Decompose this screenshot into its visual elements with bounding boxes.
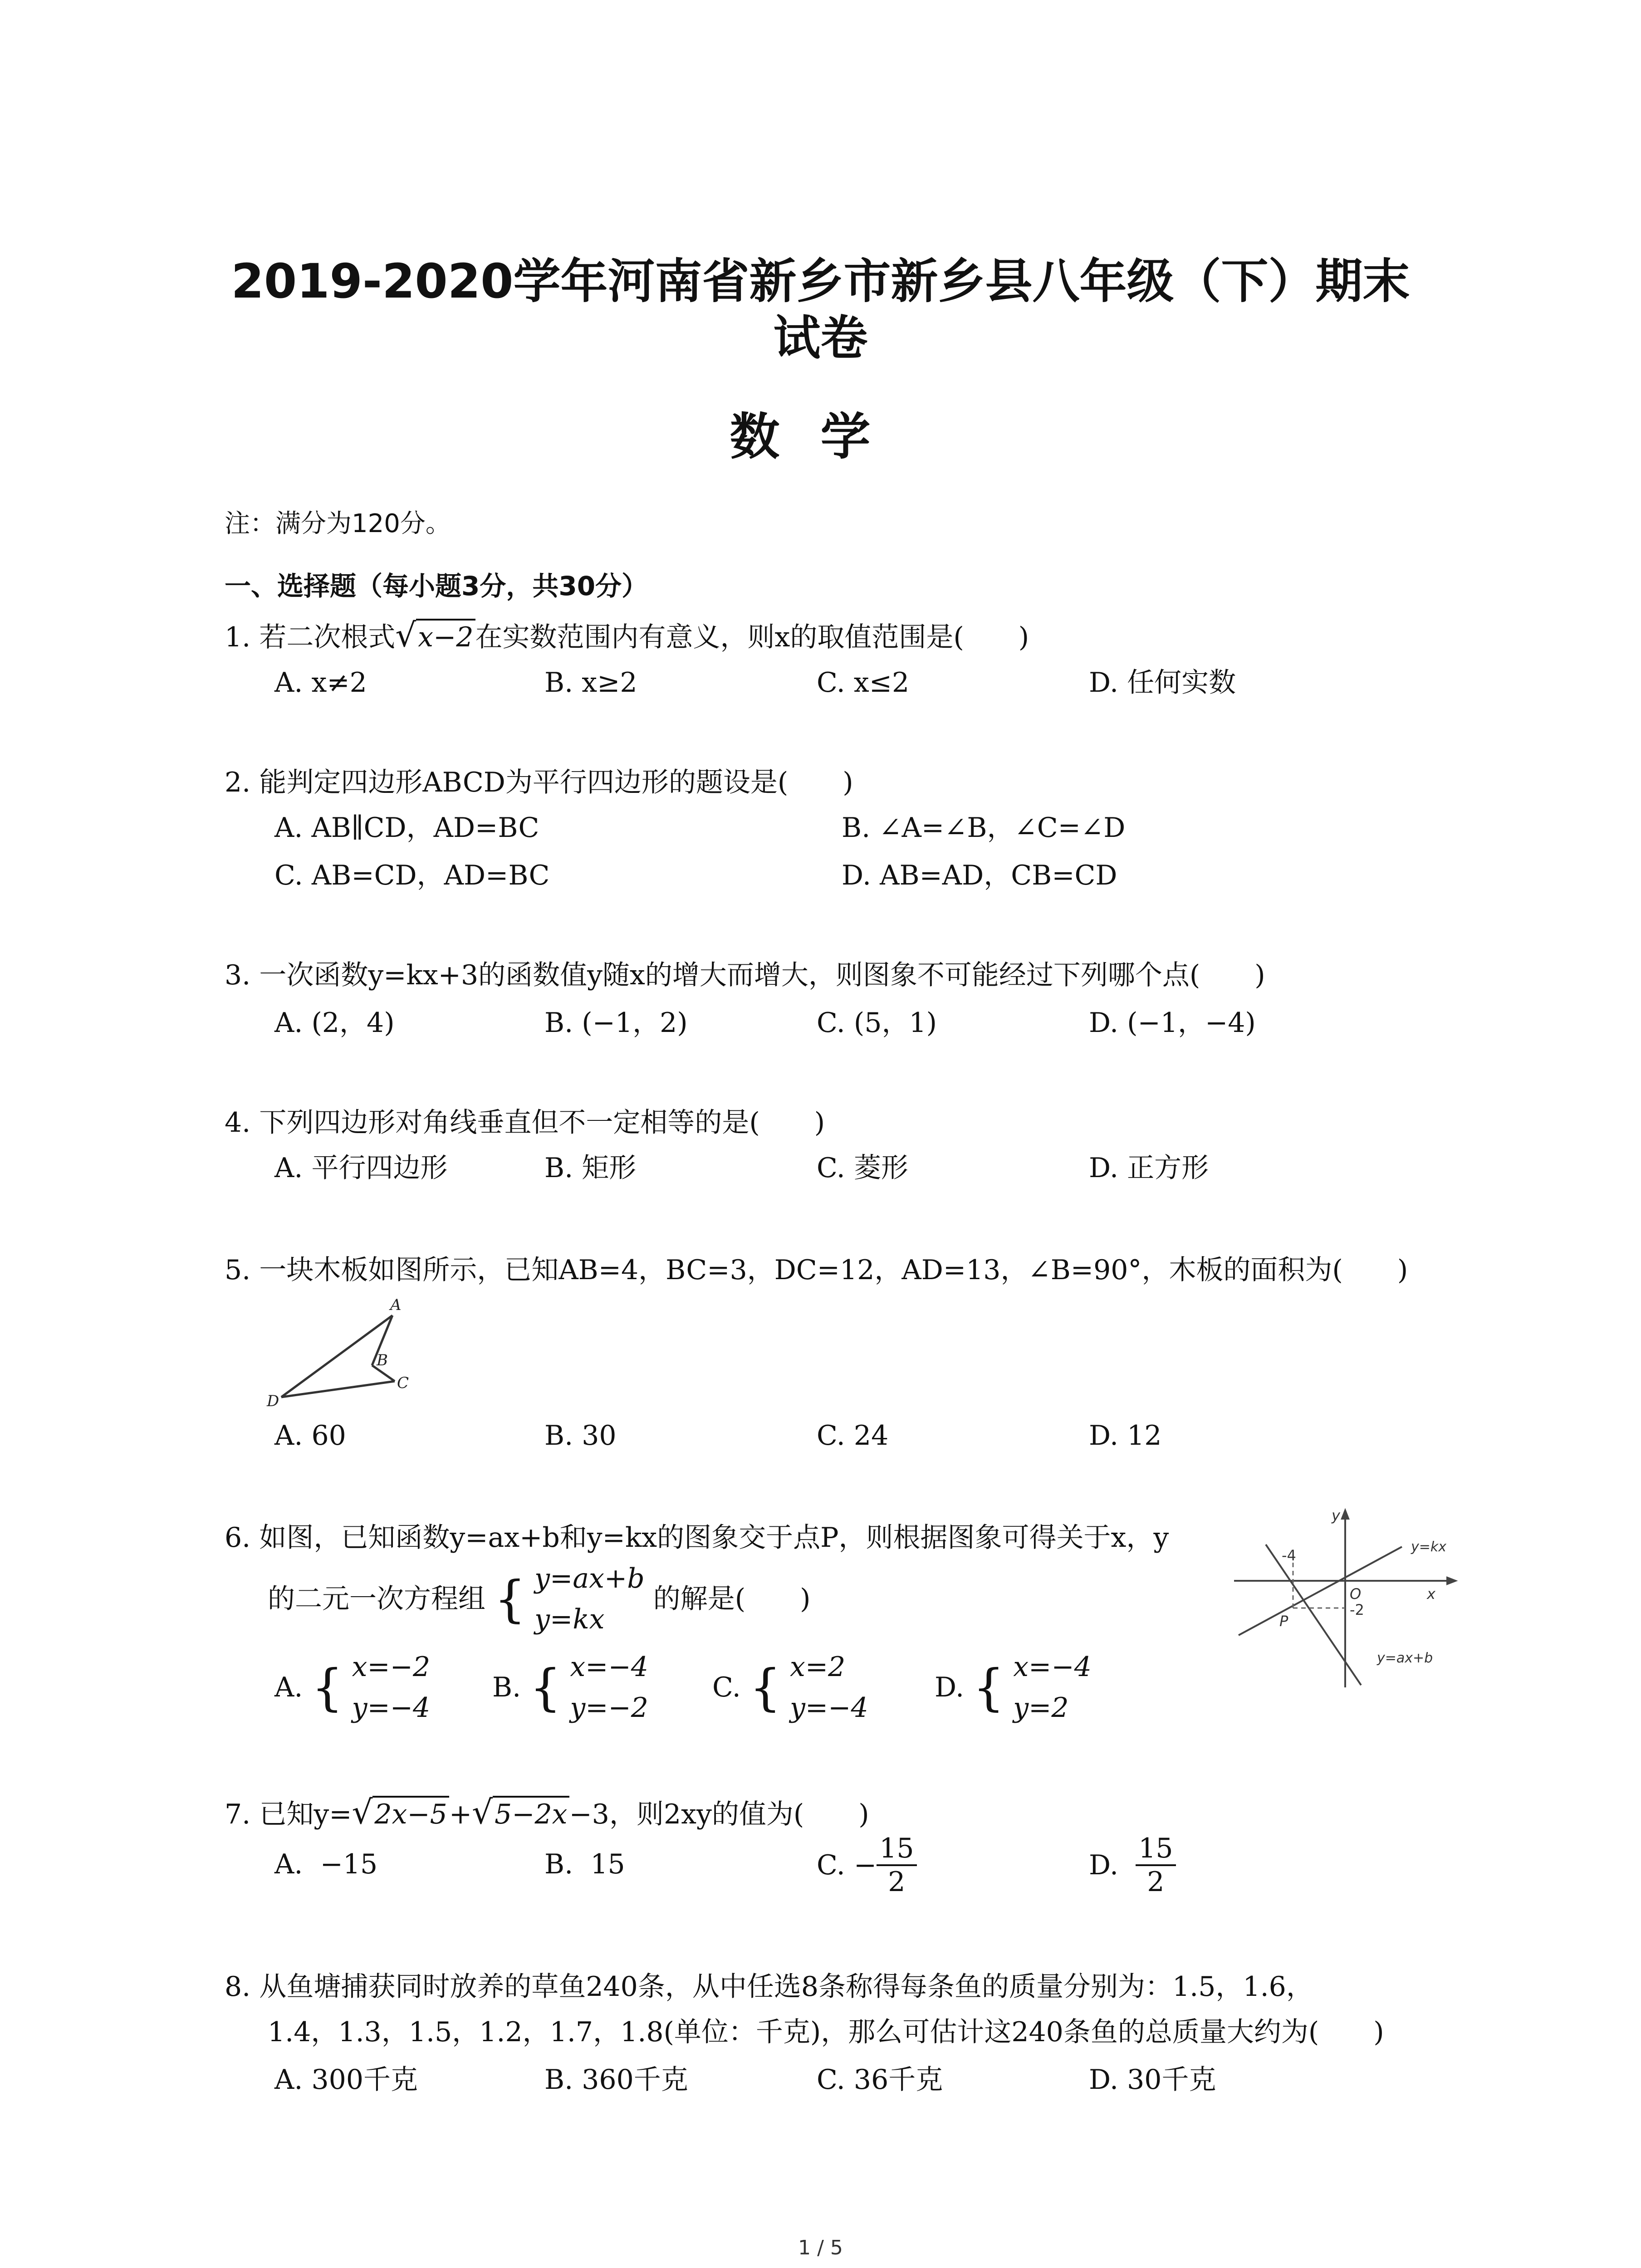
q3-option-b[interactable]: B. (−1，2) [544, 1007, 688, 1039]
tick-minus-4: -4 [1282, 1547, 1296, 1564]
q5-option-c[interactable]: C. 24 [817, 1420, 889, 1452]
equation-system [534, 1558, 644, 1640]
option-x: x=−4 [570, 1651, 648, 1683]
q5-board-figure [263, 1297, 426, 1411]
option-label: C. [817, 1849, 845, 1881]
q7-prefix: 7. 已知y= [225, 1799, 352, 1830]
q7-option-d[interactable] [1089, 1833, 1176, 1898]
question-5: 5. 一块木板如图所示，已知AB=4，BC=3，DC=12，AD=13，∠B=90°，木板的面积为( ) [225, 1254, 1408, 1286]
score-note: 注：满分为120分。 [225, 509, 451, 538]
option-value: −15 [320, 1848, 378, 1880]
question-6-line2 [268, 1558, 811, 1640]
label-a: A [390, 1297, 402, 1314]
option-x: x=2 [790, 1651, 846, 1683]
option-label: B. [544, 1848, 573, 1880]
equation-2: y=kx [534, 1603, 605, 1635]
question-6-line1: 6. 如图，已知函数y=ax+b和y=kx的图象交于点P，则根据图象可得关于x，y [225, 1522, 1169, 1554]
q7-radicand-2: 5−2x [493, 1796, 569, 1830]
option-system [570, 1647, 648, 1728]
line-label-axb: y=ax+b [1377, 1650, 1433, 1666]
q7-option-b[interactable] [544, 1848, 625, 1880]
q2-option-c[interactable]: C. AB=CD，AD=BC [274, 860, 550, 891]
option-label: A. [274, 1848, 303, 1880]
sqrt-sign: √ [395, 616, 416, 654]
q8-option-b[interactable]: B. 360千克 [544, 2064, 688, 2096]
q5-option-a[interactable]: A. 60 [274, 1420, 346, 1452]
option-label: D. [1089, 1849, 1119, 1881]
fraction [877, 1833, 916, 1898]
question-3: 3. 一次函数y=kx+3的函数值y随x的增大而增大，则图象不可能经过下列哪个点( ) [225, 959, 1265, 991]
option-y: y=−4 [790, 1692, 868, 1724]
label-c: C [397, 1374, 409, 1392]
q3-option-a[interactable]: A. (2，4) [274, 1007, 395, 1039]
label-d: D [267, 1392, 279, 1410]
equation-1: y=ax+b [534, 1563, 645, 1594]
question-8-line1: 8. 从鱼塘捕获同时放养的草鱼240条，从中任选8条称得每条鱼的质量分别为：1.5，1.6， [225, 1971, 1313, 2003]
tick-minus-2: -2 [1350, 1601, 1364, 1618]
label-b: B [377, 1351, 388, 1369]
q3-option-c[interactable]: C. (5，1) [817, 1007, 937, 1039]
q7-plus: + [449, 1799, 472, 1830]
option-y: y=−2 [570, 1692, 648, 1724]
system-brace: { [749, 1658, 781, 1716]
q1-option-c[interactable]: C. x≤2 [817, 667, 910, 699]
q1-option-b[interactable]: B. x≥2 [544, 667, 637, 699]
system-brace: { [494, 1570, 526, 1628]
q6-option-b[interactable] [492, 1647, 648, 1728]
exam-title-line1: 2019-2020学年河南省新乡市新乡县八年级（下）期末 [231, 254, 1410, 309]
line-y-kx [1239, 1547, 1402, 1635]
numerator: 15 [877, 1833, 916, 1866]
option-system [1013, 1647, 1092, 1728]
x-arrow-icon [1447, 1578, 1455, 1584]
question-4: 4. 下列四边形对角线垂直但不一定相等的是( ) [225, 1107, 825, 1139]
section-heading: 一、选择题（每小题3分，共30分） [225, 571, 648, 601]
q2-option-b[interactable]: B. ∠A=∠B，∠C=∠D [842, 812, 1126, 844]
q1-suffix: 在实数范围内有意义，则x的取值范围是( ) [475, 621, 1029, 653]
option-label: A. [274, 1672, 303, 1703]
option-x: x=−4 [1013, 1651, 1092, 1683]
option-sign: − [853, 1849, 877, 1881]
q4-option-c[interactable]: C. 菱形 [817, 1152, 908, 1184]
option-y: y=−4 [352, 1692, 431, 1724]
q6-option-c[interactable] [712, 1647, 868, 1728]
question-1 [225, 616, 1029, 654]
q8-option-a[interactable]: A. 300千克 [274, 2064, 418, 2096]
q2-option-d[interactable]: D. AB=AD，CB=CD [842, 860, 1117, 891]
subject-heading: 数学 [730, 408, 911, 466]
option-label: C. [712, 1672, 741, 1703]
sqrt-sign: √ [352, 1793, 373, 1831]
q8-option-d[interactable]: D. 30千克 [1089, 2064, 1216, 2096]
point-p-label: P [1279, 1613, 1288, 1630]
option-system [790, 1647, 868, 1728]
option-y: y=2 [1013, 1692, 1069, 1724]
q6-graph [1234, 1506, 1470, 1696]
system-brace: { [529, 1658, 562, 1716]
denominator: 2 [1147, 1866, 1165, 1898]
origin-label: O [1350, 1585, 1362, 1603]
system-brace: { [311, 1658, 343, 1716]
q5-option-b[interactable]: B. 30 [544, 1420, 617, 1452]
option-label: D. [935, 1672, 965, 1703]
line-label-kx: y=kx [1411, 1539, 1447, 1555]
system-brace: { [973, 1658, 1005, 1716]
q6-option-d[interactable] [935, 1647, 1092, 1728]
option-label: B. [492, 1672, 521, 1703]
y-arrow-icon [1342, 1510, 1348, 1519]
q1-option-d[interactable]: D. 任何实数 [1089, 667, 1236, 699]
q4-option-a[interactable]: A. 平行四边形 [274, 1152, 448, 1184]
q7-option-a[interactable] [274, 1848, 377, 1880]
option-system [352, 1647, 431, 1728]
q6-line2-suffix: 的解是( ) [653, 1583, 811, 1615]
question-8-line2: 1.4，1.3，1.5，1.2，1.7，1.8(单位：千克)，那么可估计这240条鱼的总质量大约为( ) [268, 2016, 1384, 2048]
numerator: 15 [1136, 1833, 1176, 1866]
q8-option-c[interactable]: C. 36千克 [817, 2064, 943, 2096]
axis-label-x: x [1427, 1585, 1435, 1603]
denominator: 2 [888, 1866, 906, 1898]
q6-line2-prefix: 的二元一次方程组 [268, 1583, 485, 1615]
q4-option-d[interactable]: D. 正方形 [1089, 1152, 1209, 1184]
q1-prefix: 1. 若二次根式 [225, 621, 396, 653]
axis-label-y: y [1332, 1507, 1340, 1524]
q6-option-a[interactable] [274, 1647, 430, 1728]
q1-radicand: x−2 [416, 619, 475, 653]
question-7 [225, 1793, 869, 1831]
q7-option-c[interactable] [817, 1833, 917, 1898]
q3-option-d[interactable]: D. (−1，−4) [1089, 1007, 1256, 1039]
q7-radicand-1: 2x−5 [372, 1796, 449, 1830]
question-2: 2. 能判定四边形ABCD为平行四边形的题设是( ) [225, 767, 853, 798]
page-number: 1 / 5 [798, 2236, 843, 2259]
fraction [1136, 1833, 1176, 1898]
exam-title-line2: 试卷 [773, 310, 868, 366]
q2-option-a[interactable]: A. AB∥CD，AD=BC [274, 812, 539, 844]
sqrt-sign: √ [472, 1793, 493, 1831]
q4-option-b[interactable]: B. 矩形 [544, 1152, 637, 1184]
q5-option-d[interactable]: D. 12 [1089, 1420, 1162, 1452]
option-value: 15 [590, 1848, 625, 1880]
q1-option-a[interactable]: A. x≠2 [274, 667, 367, 699]
option-x: x=−2 [352, 1651, 431, 1683]
q7-suffix: −3，则2xy的值为( ) [569, 1799, 869, 1830]
